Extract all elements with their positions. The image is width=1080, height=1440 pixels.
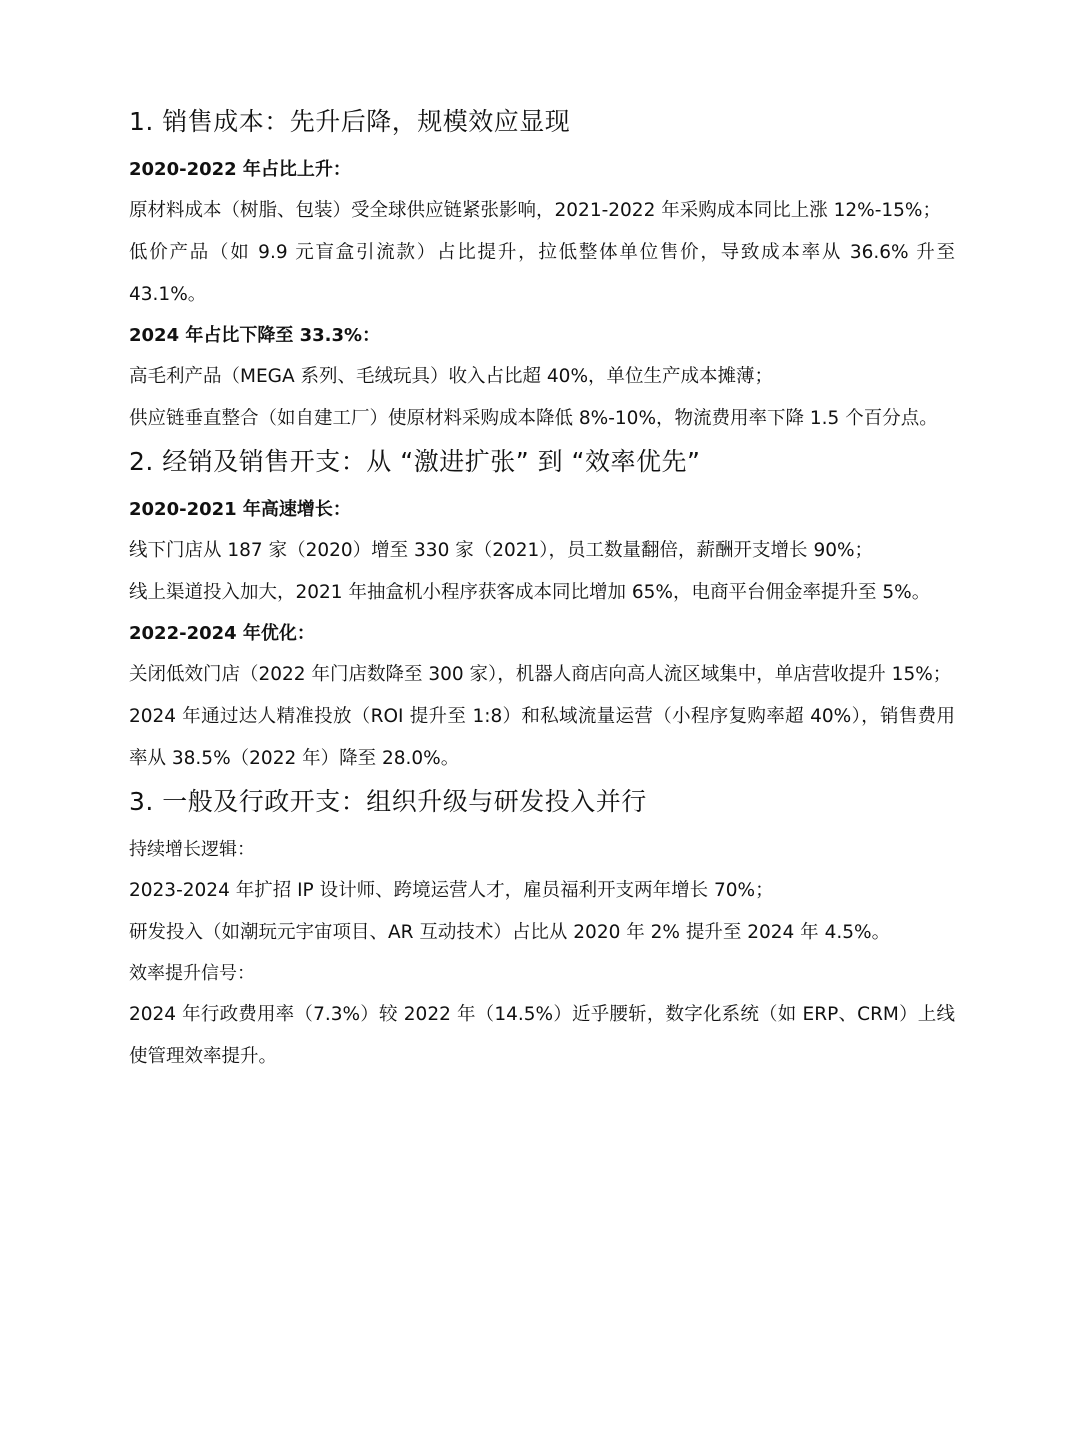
section-distribution-selling-expenses bbox=[129, 440, 955, 780]
paragraph: 关闭低效门店（2022 年门店数降至 300 家），机器人商店向高人流区域集中，单店营收提升 15%； bbox=[129, 664, 952, 685]
paragraph: 线下门店从 187 家（2020）增至 330 家（2021），员工数量翻倍，薪酬开支增长 90%； bbox=[129, 540, 874, 561]
paragraph: 线上渠道投入加大，2021 年抽盒机小程序获客成本同比增加 65%，电商平台佣金率提升至 5%。 bbox=[129, 582, 931, 603]
paragraph: 原材料成本（树脂、包装）受全球供应链紧张影响，2021-2022 年采购成本同比上涨 12%-15%； bbox=[129, 200, 942, 221]
paragraph: 2024 年通过达人精准投放（ROI 提升至 1:8）和私域流量运营（小程序复购率超 40%），销售费用率从 38.5%（2022 年）降至 28.0%。 bbox=[129, 706, 955, 769]
section-general-admin-expenses bbox=[129, 780, 955, 1078]
paragraph: 供应链垂直整合（如自建工厂）使原材料采购成本降低 8%-10%，物流费用率下降 1.5 个百分点。 bbox=[129, 408, 938, 429]
subheading: 2022-2024 年优化： bbox=[129, 623, 315, 644]
subheading: 持续增长逻辑： bbox=[129, 839, 255, 860]
section-heading: 3. 一般及行政开支：组织升级与研发投入并行 bbox=[129, 787, 647, 816]
paragraph: 2024 年行政费用率（7.3%）较 2022 年（14.5%）近乎腰斩，数字化系统（如 ERP、CRM）上线使管理效率提升。 bbox=[129, 1004, 955, 1067]
subheading: 2020-2022 年占比上升： bbox=[129, 159, 351, 180]
section-cost-of-sales bbox=[129, 100, 955, 440]
subheading: 效率提升信号： bbox=[129, 963, 255, 984]
paragraph: 高毛利产品（MEGA 系列、毛绒玩具）收入占比超 40%，单位生产成本摊薄； bbox=[129, 366, 774, 387]
section-heading: 1. 销售成本：先升后降，规模效应显现 bbox=[129, 107, 571, 136]
subheading: 2020-2021 年高速增长： bbox=[129, 499, 351, 520]
section-heading: 2. 经销及销售开支：从 “激进扩张” 到 “效率优先” bbox=[129, 447, 701, 476]
paragraph: 低价产品（如 9.9 元盲盒引流款）占比提升，拉低整体单位售价，导致成本率从 36.6% 升至 43.1%。 bbox=[129, 242, 955, 305]
paragraph: 研发投入（如潮玩元宇宙项目、AR 互动技术）占比从 2020 年 2% 提升至 2024 年 4.5%。 bbox=[129, 922, 891, 943]
paragraph: 2023-2024 年扩招 IP 设计师、跨境运营人才，雇员福利开支两年增长 70%； bbox=[129, 880, 774, 901]
subheading: 2024 年占比下降至 33.3%： bbox=[129, 325, 381, 346]
document-page bbox=[129, 100, 955, 1078]
